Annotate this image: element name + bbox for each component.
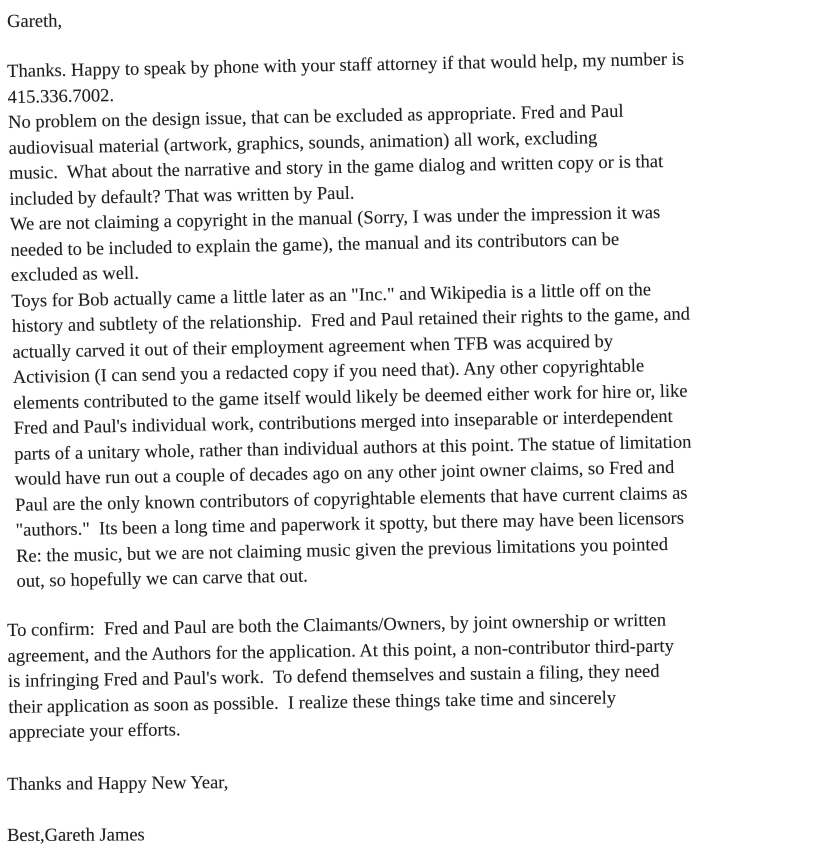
letter-line: Best,Gareth James bbox=[7, 825, 145, 846]
letter-line: history and subtlety of the relationship. Fred and Paul retained their rights to the game, and bbox=[11, 304, 691, 337]
letter-line: appreciate your efforts. bbox=[8, 720, 181, 743]
letter-line: We are not claiming a copyright in the manual (Sorry, I was under the impression it was bbox=[9, 202, 661, 235]
letter-line: agreement, and the Authors for the application. At this point, a non-contributor third-party bbox=[7, 636, 675, 667]
letter-body bbox=[7, 45, 833, 595]
letter-closing bbox=[7, 765, 823, 798]
letter-paragraph bbox=[10, 198, 827, 289]
letter-line: out, so hopefully we can carve that out. bbox=[16, 566, 308, 592]
letter-paragraph bbox=[7, 606, 825, 746]
letter-paragraph bbox=[11, 274, 832, 595]
letter-line: Re: the music, but we are not claiming music given the previous limitations you pointed bbox=[15, 533, 669, 566]
letter-line: Thanks and Happy New Year, bbox=[7, 772, 229, 795]
letter-line: excluded as well. bbox=[10, 263, 140, 286]
letter-line: 415.336.7002. bbox=[7, 85, 115, 107]
letter-line: Paul are the only known contributors of copyrightable elements that have current claims as bbox=[14, 482, 688, 515]
letter-line: actually carved it out of their employment agreement when TFB was acquired by bbox=[12, 330, 614, 362]
letter-line: parts of a unitary whole, rather than individual authors at this point. The statue of limitation bbox=[14, 431, 692, 464]
letter-line: is infringing Fred and Paul's work. To defend themselves and sustain a filing, they need bbox=[7, 661, 660, 692]
letter-line: audiovisual material (artwork, graphics, sounds, animation) all work, excluding bbox=[8, 127, 598, 158]
letter-line: music. What about the narrative and story in the game dialog and written copy or is that bbox=[8, 151, 664, 184]
letter-line: To confirm: Fred and Paul are both the Claimants/Owners, by joint ownership or written bbox=[7, 610, 667, 641]
letter-line: Activision (I can send you a redacted copy if you need that). Any other copyrightable bbox=[12, 355, 645, 388]
letter-line: Gareth, bbox=[7, 11, 63, 32]
letter-line: Thanks. Happy to speak by phone with your staff attorney if that would help, my number is bbox=[7, 49, 685, 82]
letter-line: Fred and Paul's individual work, contributions merged into inseparable or interdependent bbox=[13, 406, 673, 439]
letter-line: their application as soon as possible. I realize these things take time and sincerely bbox=[8, 687, 617, 718]
letter-greeting bbox=[7, 4, 823, 36]
letter-paragraph bbox=[8, 96, 826, 213]
letter-line: would have run out a couple of decades ago on any other joint owner claims, so Fred and bbox=[14, 457, 675, 490]
letter-line: No problem on the design issue, that can be excluded as appropriate. Fred and Paul bbox=[7, 101, 624, 133]
letter-line: "authors." Its been a long time and paperwork it spotty, but there may have been licensors bbox=[15, 508, 685, 541]
letter-line: included by default? That was written by Paul. bbox=[9, 182, 355, 209]
letter-signature bbox=[7, 820, 823, 849]
letter-line: elements contributed to the game itself would likely be deemed either work for hire or, like bbox=[13, 380, 688, 413]
letter-line: needed to be included to explain the game), the manual and its contributors can be bbox=[10, 228, 620, 260]
letter-line: Toys for Bob actually came a little later as an "Inc." and Wikipedia is a little off on the bbox=[11, 279, 652, 311]
